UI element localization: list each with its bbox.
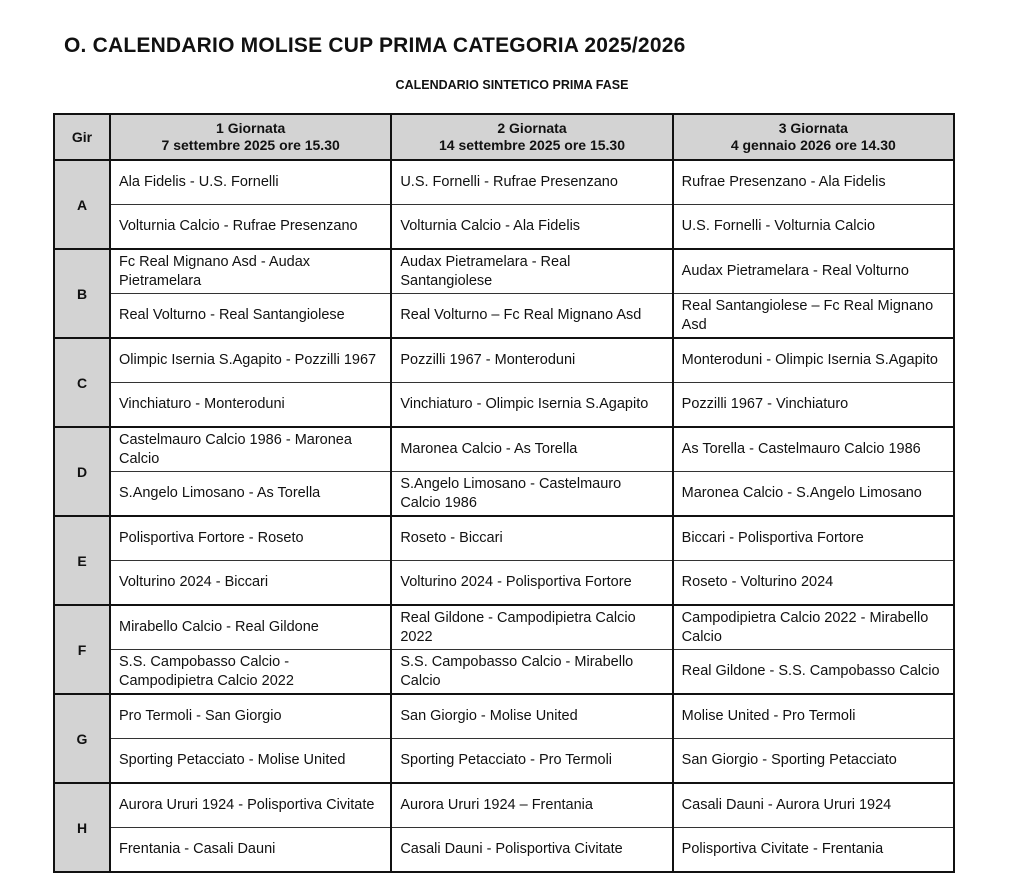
schedule-body [54, 160, 954, 872]
match-cell: Polisportiva Civitate - Frentania [673, 828, 954, 873]
match-cell: Molise United - Pro Termoli [673, 694, 954, 739]
table-row [54, 650, 954, 695]
match-cell: Real Gildone - Campodipietra Calcio 2022 [391, 605, 672, 650]
header-gir: Gir [54, 114, 110, 160]
header-day-date: 7 settembre 2025 ore 15.30 [161, 137, 340, 153]
match-cell: Casali Dauni - Aurora Ururi 1924 [673, 783, 954, 828]
match-cell: Biccari - Polisportiva Fortore [673, 516, 954, 561]
match-cell: S.S. Campobasso Calcio - Mirabello Calcio [391, 650, 672, 695]
match-cell: As Torella - Castelmauro Calcio 1986 [673, 427, 954, 472]
table-row [54, 605, 954, 650]
table-row [54, 561, 954, 606]
match-cell: Roseto - Volturino 2024 [673, 561, 954, 606]
table-row [54, 383, 954, 428]
match-cell: Frentania - Casali Dauni [110, 828, 391, 873]
match-cell: Ala Fidelis - U.S. Fornelli [110, 160, 391, 205]
header-day-1 [110, 114, 391, 160]
table-row [54, 783, 954, 828]
match-cell: Audax Pietramelara - Real Volturno [673, 249, 954, 294]
table-row [54, 294, 954, 339]
header-day-date: 14 settembre 2025 ore 15.30 [438, 137, 625, 153]
match-cell: U.S. Fornelli - Volturnia Calcio [673, 205, 954, 250]
match-cell: Volturnia Calcio - Ala Fidelis [391, 205, 672, 250]
match-cell: Volturnia Calcio - Rufrae Presenzano [110, 205, 391, 250]
table-row [54, 828, 954, 873]
header-day-name: 1 Giornata [216, 120, 286, 136]
match-cell: Castelmauro Calcio 1986 - Maronea Calcio [110, 427, 391, 472]
match-cell: Real Volturno - Real Santangiolese [110, 294, 391, 339]
match-cell: S.Angelo Limosano - As Torella [110, 472, 391, 517]
table-row [54, 694, 954, 739]
table-row [54, 472, 954, 517]
group-label: F [54, 605, 110, 694]
table-row [54, 516, 954, 561]
group-label: B [54, 249, 110, 338]
match-cell: Real Volturno – Fc Real Mignano Asd [391, 294, 672, 339]
table-row [54, 249, 954, 294]
match-cell: Vinchiaturo - Monteroduni [110, 383, 391, 428]
header-row [54, 114, 954, 160]
match-cell: Real Santangiolese – Fc Real Mignano Asd [673, 294, 954, 339]
document-title: O. CALENDARIO MOLISE CUP PRIMA CATEGORIA 2025/2026 [64, 34, 686, 57]
match-cell: Real Gildone - S.S. Campobasso Calcio [673, 650, 954, 695]
header-day-name: 2 Giornata [497, 120, 567, 136]
match-cell: Mirabello Calcio - Real Gildone [110, 605, 391, 650]
match-cell: Audax Pietramelara - Real Santangiolese [391, 249, 672, 294]
match-cell: Volturino 2024 - Biccari [110, 561, 391, 606]
match-cell: Olimpic Isernia S.Agapito - Pozzilli 1967 [110, 338, 391, 383]
schedule-table [53, 113, 955, 873]
match-cell: S.Angelo Limosano - Castelmauro Calcio 1986 [391, 472, 672, 517]
match-cell: Monteroduni - Olimpic Isernia S.Agapito [673, 338, 954, 383]
match-cell: Campodipietra Calcio 2022 - Mirabello Calcio [673, 605, 954, 650]
group-label: G [54, 694, 110, 783]
match-cell: San Giorgio - Sporting Petacciato [673, 739, 954, 784]
match-cell: San Giorgio - Molise United [391, 694, 672, 739]
group-label: C [54, 338, 110, 427]
match-cell: Volturino 2024 - Polisportiva Fortore [391, 561, 672, 606]
document-subtitle: CALENDARIO SINTETICO PRIMA FASE [395, 78, 629, 92]
match-cell: Maronea Calcio - As Torella [391, 427, 672, 472]
match-cell: Aurora Ururi 1924 – Frentania [391, 783, 672, 828]
match-cell: Polisportiva Fortore - Roseto [110, 516, 391, 561]
header-day-2 [391, 114, 672, 160]
match-cell: Sporting Petacciato - Pro Termoli [391, 739, 672, 784]
match-cell: S.S. Campobasso Calcio - Campodipietra Calcio 2022 [110, 650, 391, 695]
match-cell: Roseto - Biccari [391, 516, 672, 561]
match-cell: Pozzilli 1967 - Vinchiaturo [673, 383, 954, 428]
match-cell: Maronea Calcio - S.Angelo Limosano [673, 472, 954, 517]
table-row [54, 160, 954, 205]
match-cell: Pro Termoli - San Giorgio [110, 694, 391, 739]
match-cell: Rufrae Presenzano - Ala Fidelis [673, 160, 954, 205]
table-row [54, 205, 954, 250]
table-row [54, 739, 954, 784]
group-label: E [54, 516, 110, 605]
match-cell: Sporting Petacciato - Molise United [110, 739, 391, 784]
match-cell: Pozzilli 1967 - Monteroduni [391, 338, 672, 383]
group-label: D [54, 427, 110, 516]
match-cell: Casali Dauni - Polisportiva Civitate [391, 828, 672, 873]
group-label: H [54, 783, 110, 872]
match-cell: Vinchiaturo - Olimpic Isernia S.Agapito [391, 383, 672, 428]
match-cell: Fc Real Mignano Asd - Audax Pietramelara [110, 249, 391, 294]
match-cell: Aurora Ururi 1924 - Polisportiva Civitate [110, 783, 391, 828]
header-day-name: 3 Giornata [778, 120, 848, 136]
group-label: A [54, 160, 110, 249]
table-row [54, 338, 954, 383]
header-day-date: 4 gennaio 2026 ore 14.30 [730, 137, 896, 153]
header-day-3 [673, 114, 954, 160]
match-cell: U.S. Fornelli - Rufrae Presenzano [391, 160, 672, 205]
table-row [54, 427, 954, 472]
